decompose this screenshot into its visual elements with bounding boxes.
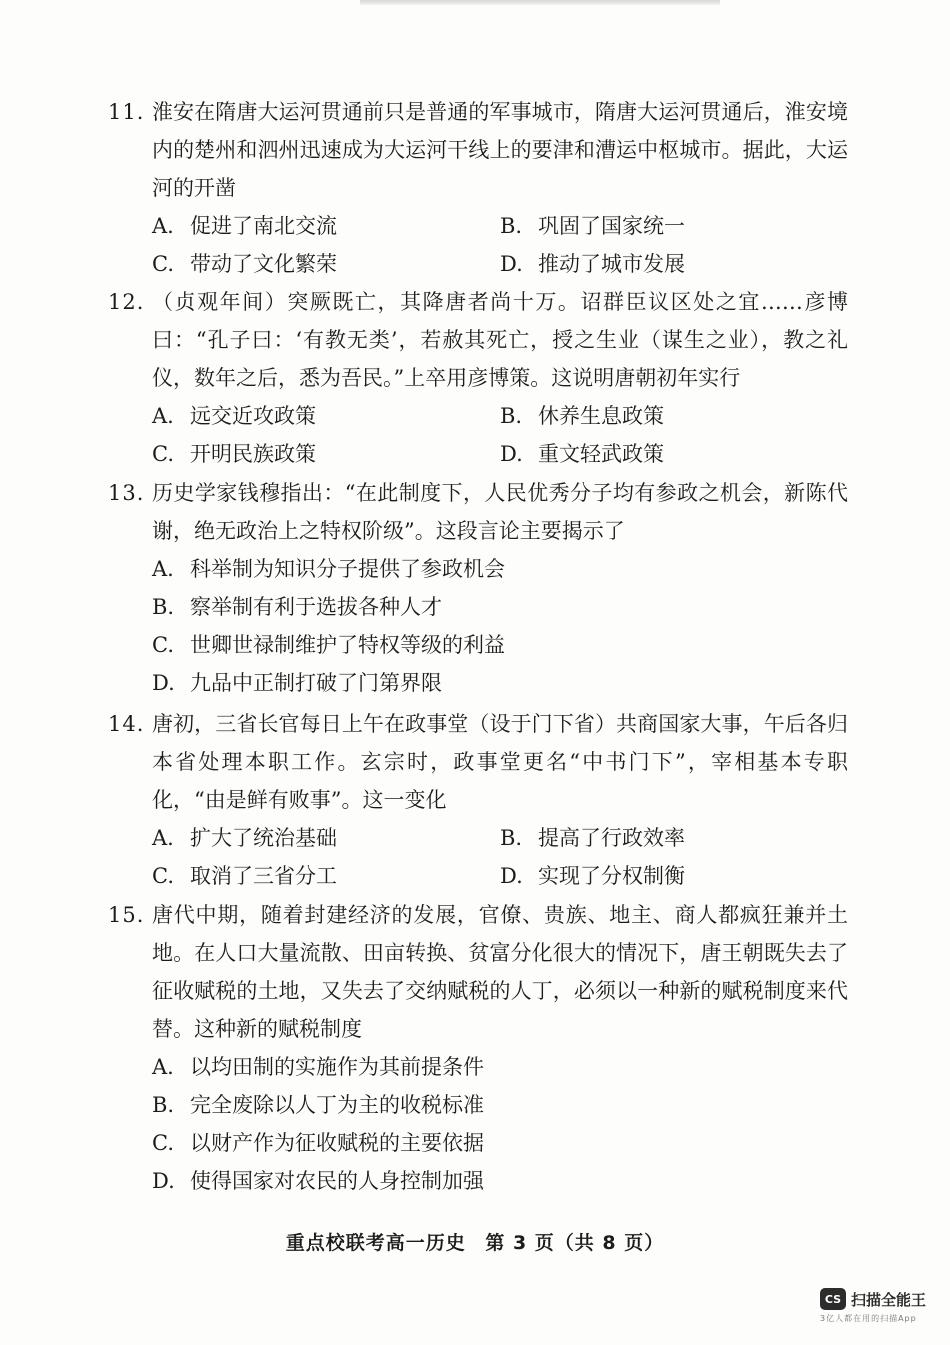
option-b: B. 提高了行政效率 xyxy=(500,826,685,850)
option-a: A. 扩大了统治基础 xyxy=(152,826,337,850)
question-number: 12. xyxy=(108,290,145,314)
option-b: B. 完全废除以人丁为主的收税标准 xyxy=(152,1093,484,1117)
option-d: D. 重文轻武政策 xyxy=(500,442,664,466)
question-14 xyxy=(108,705,848,895)
question-11 xyxy=(108,93,848,283)
option-d: D. 九品中正制打破了门第界限 xyxy=(152,671,442,695)
question-stem: 历史学家钱穆指出：“在此制度下，人民优秀分子均有参政之机会，新陈代谢，绝无政治上之特权阶级”。这段言论主要揭示了 xyxy=(152,481,848,543)
question-stem: 淮安在隋唐大运河贯通前只是普通的军事城市，隋唐大运河贯通后，淮安境内的楚州和泗州迅速成为大运河干线上的要津和漕运中枢城市。据此，大运河的开凿 xyxy=(152,100,848,200)
question-number: 14. xyxy=(108,712,145,736)
option-d: D. 实现了分权制衡 xyxy=(500,864,685,888)
question-number: 15. xyxy=(108,903,145,927)
option-b: B. 休养生息政策 xyxy=(500,404,664,428)
options xyxy=(108,1048,848,1200)
question-15 xyxy=(108,896,848,1200)
camscanner-logo-icon: CS xyxy=(820,1288,846,1310)
options xyxy=(108,397,848,473)
question-13 xyxy=(108,474,848,702)
option-d: D. 推动了城市发展 xyxy=(500,252,685,276)
option-d: D. 使得国家对农民的人身控制加强 xyxy=(152,1169,484,1193)
option-a: A. 科举制为知识分子提供了参政机会 xyxy=(152,557,505,581)
question-number: 13. xyxy=(108,481,145,505)
question-number: 11. xyxy=(108,100,145,124)
option-c: C. 世卿世禄制维护了特权等级的利益 xyxy=(152,633,505,657)
option-b: B. 察举制有利于选拔各种人才 xyxy=(152,595,442,619)
question-stem: 唐代中期，随着封建经济的发展，官僚、贵族、地主、商人都疯狂兼并土地。在人口大量流散、田亩转换、贫富分化很大的情况下，唐王朝既失去了征收赋税的土地，又失去了交纳赋税的人丁，必须以一种新的赋税制度来代替。这种新的赋税制度 xyxy=(152,903,848,1041)
option-c: C. 开明民族政策 xyxy=(152,442,316,466)
question-12 xyxy=(108,283,848,473)
option-a: A. 远交近攻政策 xyxy=(152,404,316,428)
options xyxy=(108,207,848,283)
option-b: B. 巩固了国家统一 xyxy=(500,214,685,238)
options xyxy=(108,550,848,702)
option-a: A. 促进了南北交流 xyxy=(152,214,337,238)
page-footer xyxy=(0,1228,950,1255)
option-a: A. 以均田制的实施作为其前提条件 xyxy=(152,1055,484,1079)
watermark-app-name: 扫描全能王 xyxy=(851,1290,927,1309)
option-c: C. 取消了三省分工 xyxy=(152,864,337,888)
question-stem: （贞观年间）突厥既亡，其降唐者尚十万。诏群臣议区处之宜……彦博曰：“孔子曰：‘有教无类’，若赦其死亡，授之生业（谋生之业），教之礼仪，数年之后，悉为吾民。”上卒用彦博策。这说明唐朝初年实行 xyxy=(152,290,848,390)
page-info: 第 3 页（共 8 页） xyxy=(485,1232,665,1254)
options xyxy=(108,819,848,895)
question-stem: 唐初，三省长官每日上午在政事堂（设于门下省）共商国家大事，午后各归本省处理本职工作。玄宗时，政事堂更名“中书门下”，宰相基本专职化，“由是鲜有败事”。这一变化 xyxy=(152,712,848,812)
exam-title: 重点校联考高一历史 xyxy=(285,1232,466,1254)
option-c: C. 带动了文化繁荣 xyxy=(152,252,337,276)
scanner-watermark xyxy=(820,1288,940,1324)
watermark-tagline: 3亿人都在用的扫描App xyxy=(820,1314,917,1323)
option-c: C. 以财产作为征收赋税的主要依据 xyxy=(152,1131,484,1155)
